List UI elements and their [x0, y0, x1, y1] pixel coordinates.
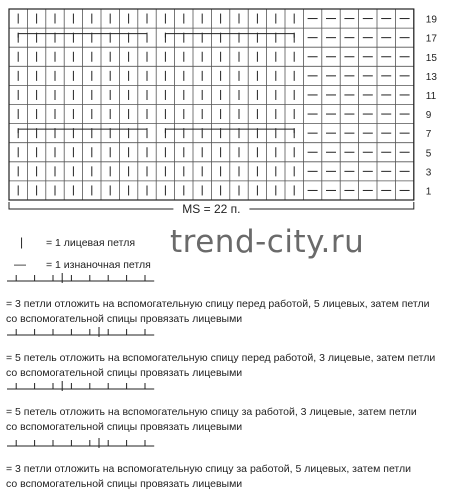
- cable2-text-line1: = 5 петель отложить на вспомогательную спицу перед работой, 3 лицевые, затем петли: [6, 352, 436, 364]
- cable1-text-line1: = 3 петли отложить на вспомогательную спицу перед работой, 5 лицевых, затем петли: [6, 298, 430, 310]
- cable3-text-line2: со вспомогательной спицы провязать лицевыми: [6, 421, 243, 433]
- row-number: 13: [425, 71, 437, 83]
- knit-legend-text: = 1 лицевая петля: [46, 237, 136, 249]
- row-number: 11: [425, 90, 437, 102]
- ms-label: MS = 22 п.: [182, 202, 241, 216]
- row-number: 7: [425, 129, 432, 141]
- purl-symbol: —: [14, 257, 26, 271]
- row-number: 15: [425, 52, 437, 64]
- watermark: trend-city.ru: [170, 224, 365, 260]
- row-number: 9: [425, 110, 432, 122]
- purl-legend-text: = 1 изнаночная петля: [46, 259, 151, 271]
- cable2-text-line2: со вспомогательной спицы провязать лицевыми: [6, 367, 243, 379]
- cable4-text-line1: = 3 петли отложить на вспомогательную спицу за работой, 5 лицевых, затем петли: [6, 463, 412, 475]
- row-number: 1: [425, 186, 432, 198]
- row-number: 17: [425, 33, 437, 45]
- knit-symbol: |: [20, 235, 24, 249]
- row-number: 5: [425, 148, 432, 160]
- cable1-text-line2: со вспомогательной спицы провязать лицевыми: [6, 313, 243, 325]
- row-number: 3: [425, 167, 432, 179]
- row-number: 19: [425, 14, 437, 26]
- cable3-text-line1: = 5 петель отложить на вспомогательную спицу за работой, 3 лицевые, затем петли: [6, 406, 417, 418]
- cable4-text-line2: со вспомогательной спицы провязать лицевыми: [6, 478, 243, 490]
